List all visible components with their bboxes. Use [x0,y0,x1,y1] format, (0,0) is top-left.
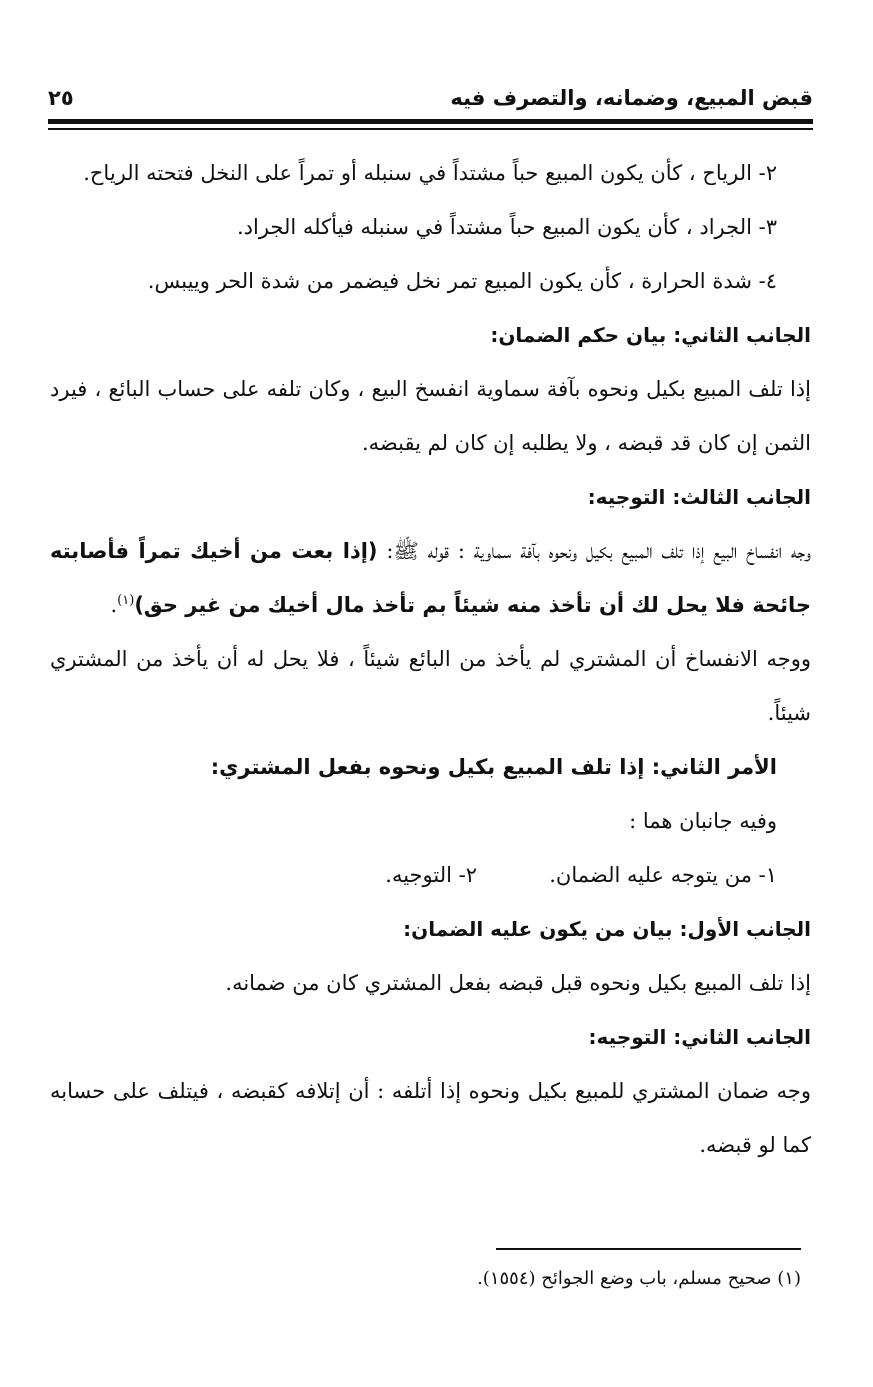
two-column-list [50,848,811,902]
list-item-1: ١- من يتوجه عليه الضمان. [549,863,777,887]
paragraph: وفيه جانبان هما : [629,809,777,833]
section-heading: الجانب الأول: بيان من يكون عليه الضمان: [403,917,811,941]
paragraph: ووجه الانفساخ أن المشتري لم يأخذ من البائع شيئاً ، فلا يحل له أن يأخذ من المشتري شيئاً. [50,647,811,725]
header-rule-thin [48,128,813,130]
body-text [50,146,811,1172]
list-item-2: ٢- التوجيه. [385,863,477,887]
section-heading: الجانب الثاني: التوجيه: [588,1025,811,1049]
subsection-heading: الأمر الثاني: إذا تلف المبيع بكيل ونحوه بفعل المشتري: [210,755,777,779]
section-heading: الجانب الثاني: بيان حكم الضمان: [490,323,811,347]
running-title: قبض المبيع، وضمانه، والتصرف فيه [450,86,813,110]
section-heading: الجانب الثالث: التوجيه: [587,485,811,509]
paragraph-intro: وجه انفساخ البيع إذا تلف المبيع بكيل ونحوه بآفة سماوية : قوله ﷺ: [377,539,811,563]
page-number: ٢٥ [48,86,74,110]
footnote-marker: (١) [117,593,135,608]
hadith-quote: (إذا بعت من أخيك تمراً فأصابته جائحة فلا يحل لك أن تأخذ منه شيئاً بم تأخذ مال أخيك من غير حق) [50,539,811,617]
header-rule-thick [48,119,813,124]
paragraph-hadith [50,524,811,632]
footnote-separator [496,1248,801,1250]
list-item-3: ٣- الجراد ، كأن يكون المبيع حباً مشتداً في سنبله فيأكله الجراد. [236,215,777,239]
footnote: (١) صحيح مسلم، باب وضع الجوائح (١٥٥٤). [477,1268,801,1289]
sentence-end: . [110,593,118,617]
page-header [48,78,813,118]
paragraph: إذا تلف المبيع بكيل ونحوه بآفة سماوية انفسخ البيع ، وكان تلفه على حساب البائع ، فيرد الثمن إن كان قد قبضه ، ولا يطلبه إن كان لم يقبضه. [50,377,811,455]
paragraph: إذا تلف المبيع بكيل ونحوه قبل قبضه بفعل المشتري كان من ضمانه. [225,971,811,995]
paragraph: وجه ضمان المشتري للمبيع بكيل ونحوه إذا أتلفه : أن إتلافه كقبضه ، فيتلف على حسابه كما لو قبضه. [50,1079,811,1157]
list-item-2: ٢- الرياح ، كأن يكون المبيع حباً مشتداً في سنبله أو تمراً على النخل فتحته الرياح. [83,161,777,185]
list-item-4: ٤- شدة الحرارة ، كأن يكون المبيع تمر نخل فيضمر من شدة الحر وييبس. [147,269,777,293]
